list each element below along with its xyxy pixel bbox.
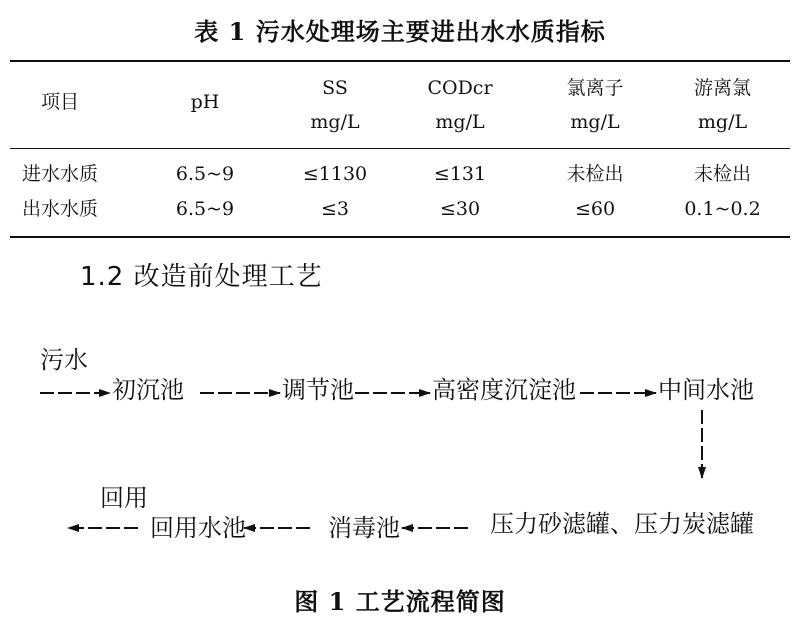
row-effluent-ss: ≤3 — [320, 198, 349, 220]
row-effluent-label: 出水水质 — [21, 198, 98, 220]
header-chloride: 氯离子 — [566, 77, 624, 99]
flow-step-intermediate-tank: 中间水池 — [658, 376, 754, 404]
row-influent-ss: ≤1130 — [302, 163, 368, 185]
row-effluent-chloride: ≤60 — [574, 198, 616, 220]
header-ss-unit: mg/L — [310, 111, 360, 133]
figure-caption: 图 1 工艺流程简图 — [294, 587, 506, 616]
section-heading: 1.2 改造前处理工艺 — [80, 262, 323, 292]
header-ph: pH — [190, 91, 220, 113]
flow-step-primary-clarifier: 初沉池 — [112, 376, 184, 404]
table-bottom-rule — [10, 236, 790, 238]
row-effluent-cod: ≤30 — [439, 198, 481, 220]
row-influent-cod: ≤131 — [433, 163, 487, 185]
header-ss: SS — [322, 77, 348, 99]
header-chloride-unit: mg/L — [570, 111, 620, 133]
table-header-rule — [10, 148, 790, 149]
flow-step-equalization-tank: 调节池 — [282, 376, 354, 404]
flow-step-pressure-filters: 压力砂滤罐、压力炭滤罐 — [490, 510, 754, 538]
flow-output-label: 回用 — [100, 484, 148, 512]
header-codcr-unit: mg/L — [435, 111, 485, 133]
flow-step-reuse-tank: 回用水池 — [150, 514, 246, 542]
row-influent-ph: 6.5~9 — [175, 163, 235, 185]
flow-step-high-density-clarifier: 高密度沉淀池 — [432, 376, 576, 404]
header-codcr: CODcr — [427, 77, 493, 99]
header-free-chlorine-unit: mg/L — [697, 111, 748, 133]
table-top-rule — [10, 60, 790, 62]
row-influent-chloride: 未检出 — [566, 163, 624, 185]
header-free-chlorine: 游离氯 — [693, 77, 751, 99]
flow-input-label: 污水 — [40, 346, 88, 374]
flow-step-disinfection-tank: 消毒池 — [328, 514, 400, 542]
row-effluent-free-chlorine: 0.1~0.2 — [684, 198, 761, 220]
row-effluent-ph: 6.5~9 — [175, 198, 235, 220]
row-influent-label: 进水水质 — [21, 163, 98, 185]
row-influent-free-chlorine: 未检出 — [693, 163, 751, 185]
table-caption: 表 1 污水处理场主要进出水水质指标 — [194, 17, 606, 46]
process-flow-diagram — [0, 320, 800, 570]
header-item: 项目 — [40, 91, 79, 113]
